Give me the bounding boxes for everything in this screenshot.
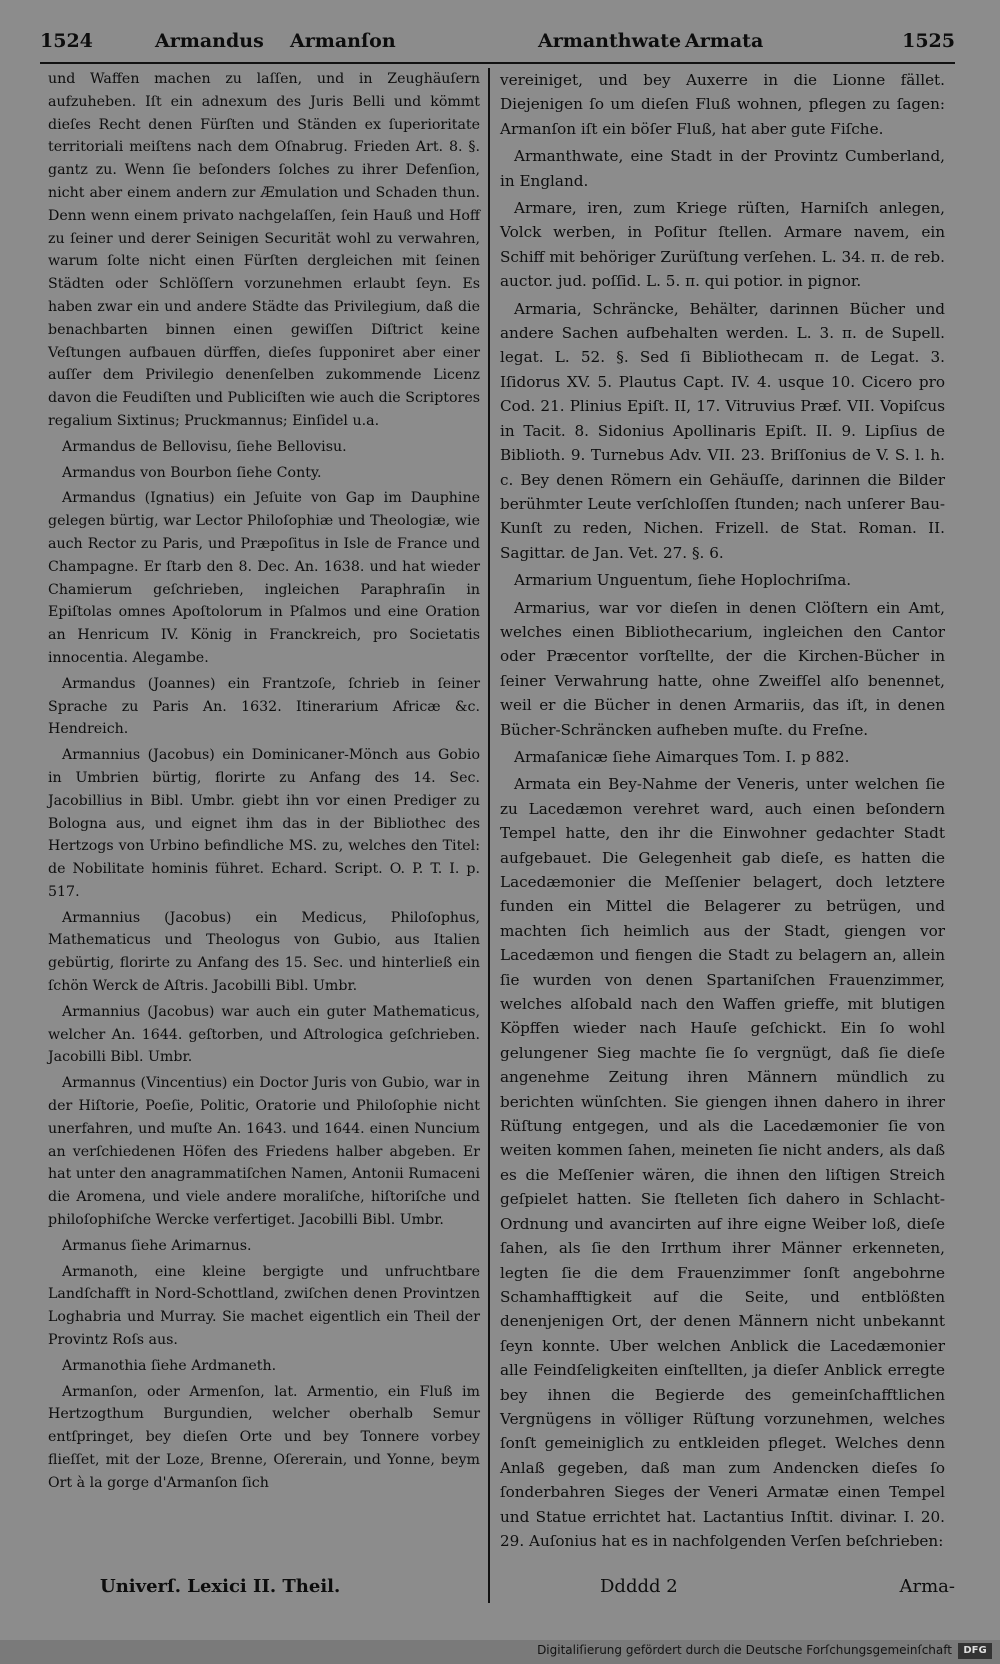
funding-bar — [0, 1640, 1000, 1664]
entry: Armanſon, oder Armenſon, lat. Armentio, ein Fluß im Hertzogthum Burgundien, welcher oberhalb Semur entſpringet, bey dieſen Orte und bey Tonnere vorbey flieſſet, mit der Loze, Brenne, Oſererain, und Yonne, beym Ort à la gorge d'Armanſon ſich — [48, 1383, 480, 1491]
signature-mark: Ddddd 2 — [600, 1576, 678, 1597]
entry: Armaſanicæ ſiehe Aimarques Tom. I. p 882. — [514, 747, 850, 766]
header-keyword-1: Armandus — [155, 30, 264, 52]
running-header — [40, 22, 955, 60]
column-divider — [488, 68, 490, 1603]
entry: Armanus ſiehe Arimarnus. — [62, 1237, 252, 1254]
page-number-right: 1525 — [902, 30, 955, 52]
entry: Armandus de Bellovisu, ſiehe Bellovisu. — [62, 438, 347, 455]
entry: Armannius (Jacobus) ein Dominicaner-Mönch aus Gobio in Umbrien bürtig, florirte zu Anfang des 14. Sec. Jacobillius in Bibl. Umbr. giebt ihn vor einen Prediger zu Bologna aus, und eignet ihm das in der Bibliothec des Hertzogs von Urbino befindliche MS. zu, welches den Titel: de Nobilitate hominis führet. Echard. Script. O. P. T. I. p. 517. — [48, 747, 480, 900]
dfg-logo[interactable]: DFG — [958, 1643, 992, 1659]
header-keyword-4: Armata — [685, 30, 764, 52]
entry: Armaria, Schräncke, Behälter, darinnen Bücher und andere Sachen aufbehalten werden. L. 3. π. de Supell. legat. L. 52. §. Sed ſi Bibliothecam π. de Legat. 3. Iſidorus XV. 5. Plautus Capt. IV. 4. usque 10. Cicero pro Cod. 21. Plinius Epiſt. II, 17. Vitruvius Præf. VII. Vopiſcus in Tacit. 8. Sidonius Apollinaris Epiſt. II. 9. Lipſius de Biblioth. 9. Turnebus Adv. VII. 23. Briſſonius de V. S. l. h. c. Bey denen Römern ein Gehäuſſe, darinnen die Bilder berühmter Leute verſchloſſen ſtunden; nach unſerer Bau-Kunſt zu reden, Nichen. Frizell. de Stat. Roman. II. Sagittar. de Jan. Vet. 27. §. 6. — [500, 299, 945, 562]
entry-continuation: vereiniget, und bey Auxerre in die Lionne fället. Diejenigen ſo um dieſen Fluß wohnen, pflegen zu ſagen: Armanſon iſt ein böſer Fluß, hat aber gute Fiſche. — [500, 71, 945, 138]
volume-label: Univerſ. Lexici II. Theil. — [100, 1576, 341, 1597]
entry-continuation: und Waffen machen zu laſſen, und in Zeughäuſern aufzuheben. Iſt ein adnexum des Juris Belli und kömmt dieſes Recht denen Fürſten und Ständen ex ſuperioritate territoriali meiſtens nach dem Oſnabrug. Frieden Art. 8. §. gantz zu. Wenn ſie beſonders ſolches zu ihrer Defenſion, nicht aber einem andern zur Æmulation und Schaden thun. Denn wenn einem privato nachgelaſſen, ſein Hauß und Hoff zu ſeiner und derer Seinigen Securität wohl zu verwahren, warum ſolte nicht einen Fürſten dergleichen mit ſeinen Städten oder Schlöſſern vorzunehmen erlaubt ſeyn. Es haben zwar ein und andere Städte das Privilegium, daß die benachbarten binnen einen gewiſſen Diſtrict keine Veſtungen aufbauen dürffen, dieſes ſupponiret aber einer auſſer dem Privilegio denenſelben zukommende Licenz davon die Feudiſten und Publiciſten wie auch die Scriptores regalium Sixtinus; Pruckmannus; Einſidel u.a. — [48, 71, 480, 429]
funding-note: Digitaliſierung gefördert durch die Deutsche Forſchungsgemeinſchaft — [537, 1643, 952, 1657]
entry: Armata ein Bey-Nahme der Veneris, unter welchen ſie zu Lacedæmon verehret ward, auch einen beſondern Tempel hatte, den ihr die Einwohner gedachter Stadt aufgebauet. Die Gelegenheit gab dieſe, es hatten die Lacedæmonier die Meſſenier belagert, doch letztere funden ein Mittel die Belagerer zu betrügen, und machten ſich heimlich aus der Stadt, giengen vor Lacedæmon und fiengen die Stadt zu belagern an, allein ſie wurden von denen Spartaniſchen Frauenzimmer, welches alſobald nach den Waffen grieffe, mit blutigen Köpffen wieder nach Hauſe geſchickt. Ein ſo wohl gelungener Sieg machte ſie ſo vergnügt, daß ſie dieſe angenehme Zeitung ihren Männern mündlich zu berichten wünſchten. Sie giengen ihnen dahero in ihrer Rüſtung entgegen, und als die Lacedæmonier ſie von weiten kommen ſahen, meineten ſie nicht anders, als daß es die Meſſenier wären, die ihnen den liſtigen Streich geſpielet hatten. Sie ſtelleten ſich dahero in Schlacht-Ordnung und avancirten auf ihre eigne Weiber loß, dieſe ſahen, als ſie den Irrthum ihrer Männer erkenneten, legten ſie die dem Frauenzimmer ſonſt angebohrne Schamhafftigkeit auf die Seite, und entblößten denenjenigen Ort, der denen Männern nicht unbekannt ſeyn konnte. Uber welchen Anblick die Lacedæmonier alle Feindſeligkeiten einſtellten, ja dieſer Anblick erregte bey ihnen die Begierde des gemeinſchafftlichen Vergnügens in völliger Rüſtung vorzunehmen, welches ſonſt gemeiniglich zu entkleiden pfleget. Welches denn Anlaß gegeben, daß man zum Andencken dieſes ſo ſonderbahren Sieges der Veneri Armatæ einen Tempel und Statue errichtet hat. Lactantius Inſtit. divinar. I. 20. 29. Auſonius hat es in nachfolgenden Verſen beſchrieben: — [500, 775, 945, 1550]
book-page — [40, 22, 955, 1632]
entry: Armare, iren, zum Kriege rüſten, Harniſch anlegen, Volck werben, in Poſitur ſtellen. Armare navem, ein Schiff mit behöriger Zurüſtung verſehen. L. 34. π. de reb. auctor. jud. poſſid. L. 5. π. qui potior. in pignor. — [500, 199, 945, 291]
catchword: Arma- — [899, 1576, 955, 1597]
left-column — [48, 68, 480, 1498]
entry: Armanoth, eine kleine bergigte und unfruchtbare Landſchafft in Nord-Schottland, zwiſchen denen Provintzen Loghabria und Murray. Sie machet eigentlich ein Theil der Provintz Roſs aus. — [48, 1263, 480, 1349]
entry: Armarius, war vor dieſen in denen Clöſtern ein Amt, welches einen Bibliothecarium, ingleichen den Cantor oder Præcentor vorſtellte, der die Kirchen-Bücher in ſeiner Verwahrung hatte, ohne Zweifſel alſo benennet, weil er die Bücher in denen Armariis, das iſt, in denen Bücher-Schräncken aufheben muſte. du Freſne. — [500, 598, 945, 739]
page-number-left: 1524 — [40, 30, 93, 52]
entry: Armannius (Jacobus) war auch ein guter Mathematicus, welcher An. 1644. geſtorben, und Aſtrologica geſchrieben. Jacobilli Bibl. Umbr. — [48, 1003, 480, 1066]
right-column — [500, 68, 945, 1556]
entry: Armandus von Bourbon ſiehe Conty. — [62, 464, 322, 481]
entry: Armannus (Vincentius) ein Doctor Juris von Gubio, war in der Hiſtorie, Poeſie, Politic, Oratorie und Philoſophie nicht unerfahren, und muſte An. 1643. und 1644. einen Nuncium an verſchiedenen Höfen des Friedens halber abgeben. Er hat unter den anagrammatiſchen Namen, Antonii Rumaceni die Aromena, und viele andere moraliſche, hiſtoriſche und philoſophiſche Wercke verfertiget. Jacobilli Bibl. Umbr. — [48, 1075, 480, 1229]
page-footer — [40, 1562, 955, 1612]
entry: Armanothia ſiehe Ardmaneth. — [62, 1357, 277, 1374]
entry: Armarium Unguentum, ſiehe Hoplochriſma. — [514, 571, 852, 590]
header-keyword-3: Armanthwate — [538, 30, 682, 52]
entry: Armandus (Ignatius) ein Jeſuite von Gap im Dauphine gelegen bürtig, war Lector Philoſophiæ und Theologiæ, wie auch Rector zu Paris, und Præpoſitus in Isle de France und Champagne. Er ſtarb den 8. Dec. An. 1638. und hat wieder Chamierum geſchrieben, ingleichen Paraphraſin in Epiſtolas omnes Apoſtolorum in Pſalmos und eine Oration an Henricum IV. König in Franckreich, pro Societatis innocentia. Alegambe. — [48, 490, 480, 666]
entry: Armannius (Jacobus) ein Medicus, Philoſophus, Mathematicus und Theologus von Gubio, aus Italien gebürtig, florirte zu Anfang des 15. Sec. und hinterließ ein ſchön Werck de Aſtris. Jacobilli Bibl. Umbr. — [48, 909, 480, 995]
header-keyword-2: Armanſon — [290, 30, 396, 52]
header-rule — [40, 62, 955, 64]
entry: Armanthwate, eine Stadt in der Provintz Cumberland, in England. — [500, 147, 945, 190]
entry: Armandus (Joannes) ein Frantzoſe, ſchrieb in ſeiner Sprache zu Paris An. 1632. Itinerarium Africæ &c. Hendreich. — [48, 675, 480, 738]
